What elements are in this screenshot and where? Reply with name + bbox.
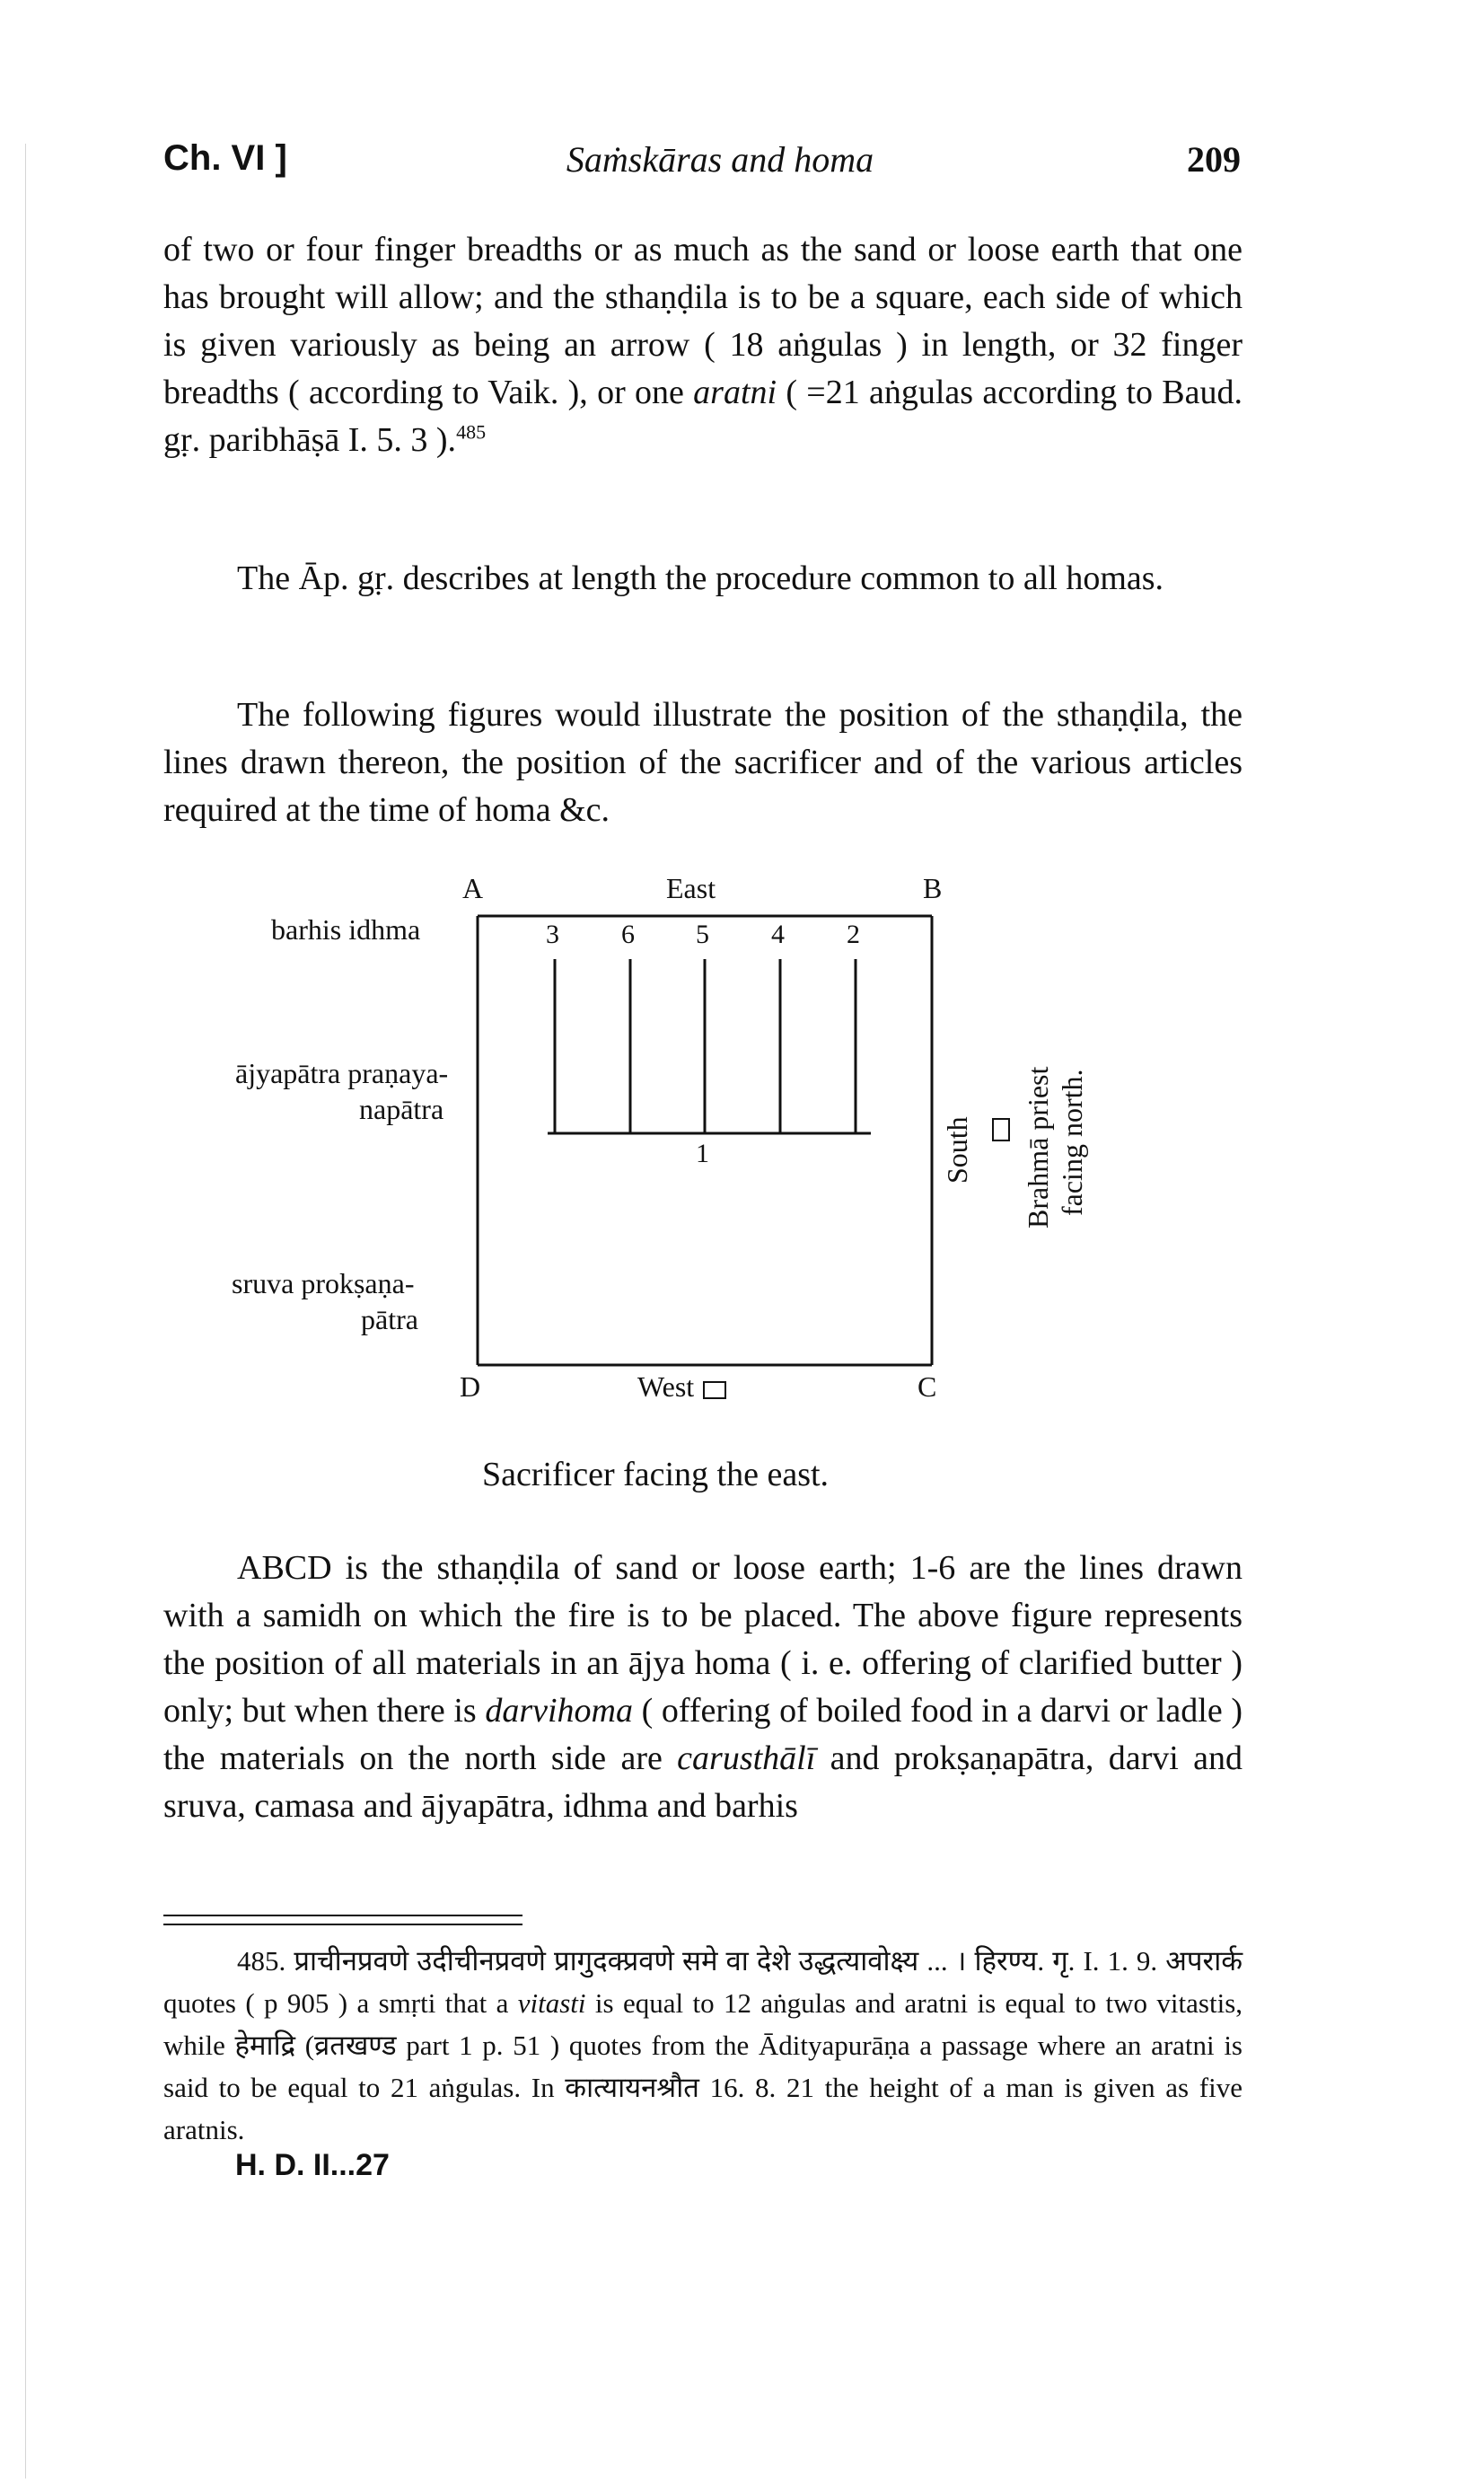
page-header <box>163 138 1241 181</box>
line-number-4: 4 <box>771 920 785 949</box>
line-number-5: 5 <box>696 920 709 949</box>
corner-d-label: D <box>460 1370 481 1403</box>
line-number-6: 6 <box>621 920 635 949</box>
east-label: East <box>666 872 716 904</box>
paragraph-3: The following figures would illustrate the position of the sthaṇḍila, the lines drawn thereon, the position of the sacrificer and of the various articles required at the time of homa &c. <box>163 696 1243 829</box>
south-label: South <box>941 1116 973 1184</box>
line-number-2: 2 <box>847 920 860 949</box>
running-title: Saṁskāras and homa <box>566 139 874 180</box>
footnote-rule <box>163 1915 522 1916</box>
label-ajyapatra-line2: napātra <box>359 1093 444 1125</box>
paragraph-1 <box>163 226 1243 464</box>
paragraph-1-text: of two or four finger breadths or as much as the sand or loose earth that one has brought will allow; and the sthaṇḍila is to be a square, each side of which is given variously as being an arrow ( 18 aṅgulas ) in length, or 32 finger breadths ( according to Vaik. ), or one <box>163 231 1243 411</box>
diagram-caption: Sacrificer facing the east. <box>481 1456 830 1493</box>
brahma-priest-label-line2: facing north. <box>1056 1069 1088 1216</box>
paragraph-4 <box>163 1545 1243 1830</box>
brahma-marker-icon <box>992 1118 1010 1141</box>
footnote-text-c: is equal to 12 aṅgulas and aratni is equal to two vitastis, while हेमाद्रि (व्रतखण्ड part 1 p. 51 ) quotes from the Ādityapurāṇa a passage where an aratni is said to be equal to 21 aṅgulas. In कात्यायनश्रौत 16. 8. 21 the height of a man is given as five aratnis. <box>163 1987 1243 2145</box>
paragraph-1-tail: ( =21 aṅgulas according to Baud. gṛ. paribhāṣā I. 5. 3 ). <box>163 374 1243 459</box>
west-label <box>637 1369 726 1404</box>
footnote-text-a: प्राचीनप्रवणे उदीचीनप्रवणे प्रागुदक्प्रवणे समे वा देशे उद्धत्यावोक्ष्य ... । हिरण्य. <box>294 1945 1045 1977</box>
sacrificer-marker-icon <box>703 1381 726 1399</box>
paragraph-4-part-a: ABCD is the sthaṇḍila of sand or loose earth; 1-6 are the lines drawn with a samidh on which the fire is to be placed. The above figure represents the position of all materials in an ājya homa ( i. e. offering of clarified butter ) only; but when there is <box>163 1549 1243 1730</box>
chapter-label: Ch. VI ] <box>163 138 287 178</box>
line-number-3: 3 <box>546 920 559 949</box>
paragraph-2: The Āp. gṛ. describes at length the procedure common to all homas. <box>237 559 1164 597</box>
paragraph-4-italic-carusthali: carusthālī <box>677 1739 816 1777</box>
label-ajyapatra-line1: ājyapātra praṇaya- <box>235 1057 449 1089</box>
label-sruva-line1: sruva prokṣaṇa- <box>232 1267 415 1299</box>
corner-b-label: B <box>923 872 943 904</box>
footnote-italic-vitasti: vitasti <box>517 1987 586 2019</box>
paragraph-1-italic-term: aratni <box>693 374 777 411</box>
sthandila-diagram <box>162 862 1347 1509</box>
corner-c-label: C <box>918 1370 937 1403</box>
page-edge-line <box>25 144 26 2479</box>
paragraph-4-italic-darvihoma: darvihoma <box>485 1692 633 1730</box>
signature-mark: H. D. II...27 <box>235 2148 390 2182</box>
footnote-text-b: गृ. I. 1. 9. अपरार्क quotes ( p 905 ) a smṛti that a <box>163 1945 1243 2019</box>
label-sruva-line2: pātra <box>361 1303 418 1335</box>
corner-a-label: A <box>462 872 484 904</box>
page-number: 209 <box>1187 139 1241 180</box>
footnote-number: 485. <box>237 1945 286 1977</box>
brahma-priest-label-line1: Brahmā priest <box>1022 1066 1054 1228</box>
footnote-rule-second <box>163 1924 522 1925</box>
paragraph-4-part-b: ( offering of boiled food in a darvi or ladle ) the materials on the north side are <box>163 1692 1243 1777</box>
line-number-1: 1 <box>696 1139 709 1168</box>
footnote-485 <box>163 1940 1243 2151</box>
footnote-ref-485: 485 <box>456 420 487 444</box>
paragraph-4-part-c: and prokṣaṇapātra, darvi and sruva, camasa and ājyapātra, idhma and barhis <box>163 1739 1243 1825</box>
label-barhis-idhma: barhis idhma <box>271 913 421 946</box>
diagram-lines <box>162 862 1347 1509</box>
west-label-text: West <box>637 1370 695 1403</box>
